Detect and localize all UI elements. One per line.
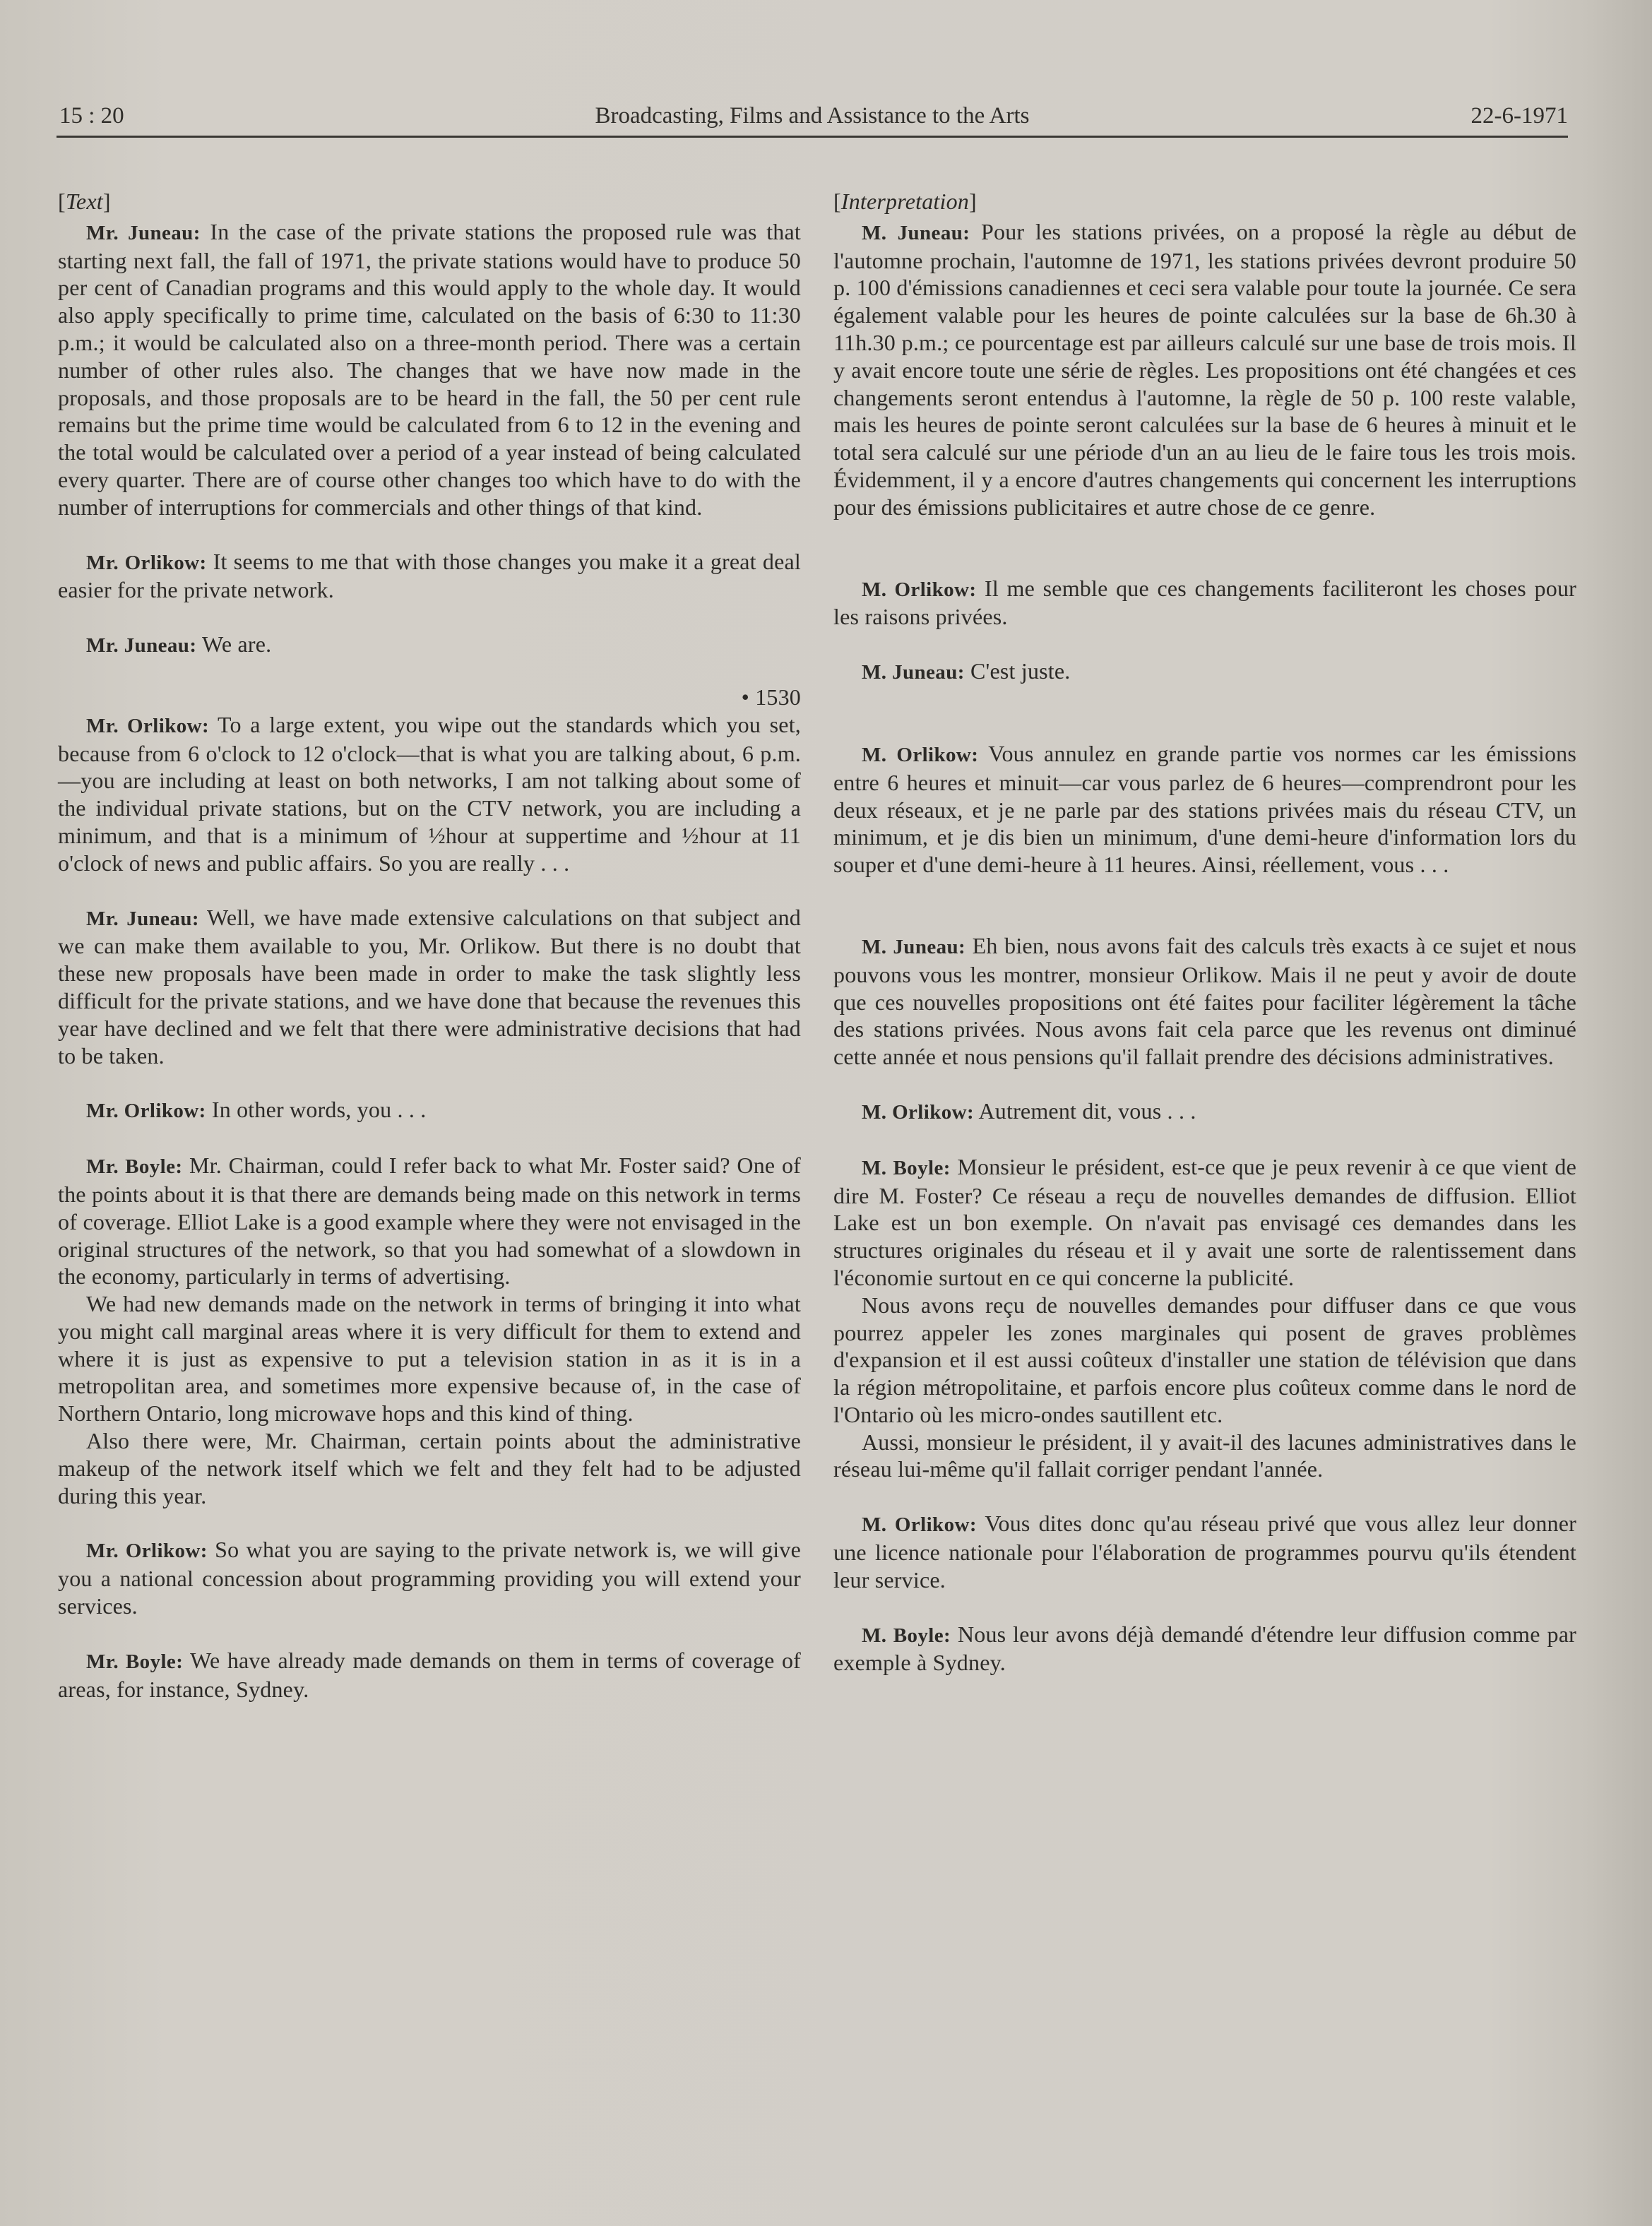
speaker: Mr. Juneau:: [86, 907, 199, 930]
speaker: Mr. Juneau:: [86, 634, 197, 657]
speaker: Mr. Orlikow:: [86, 1540, 208, 1563]
paragraph: We had new demands made on the network in terms of bringing it into what you might call marginal areas where it is very difficult for them to extend and where it is just as expensive to put a television station in as it is in a metropolitan area, and sometimes more expensive because of, in the case of Northern Ontario, long microwave hops and this kind of thing.: [58, 1291, 801, 1427]
paragraph: [58, 548, 801, 605]
english-column: [58, 188, 801, 1703]
speech: Nous leur avons déjà demandé d'étendre leur diffusion comme par exemple à Sydney.: [833, 1621, 1576, 1676]
speech: C'est juste.: [964, 658, 1071, 684]
speech: Vous dites donc qu'au réseau privé que vous allez leur donner une licence nationale pour l'élaboration de programmes pourvu qu'ils étendent leur service.: [833, 1511, 1576, 1593]
paragraph: Aussi, monsieur le président, il y avait-il des lacunes administratives dans le réseau lui-même qu'il fallait corriger pendant l'année.: [833, 1429, 1576, 1482]
speaker: Mr. Boyle:: [86, 1155, 183, 1179]
section-tag-label: Interpretation: [840, 189, 970, 214]
page-header: [57, 100, 1568, 134]
paragraph: [833, 1510, 1576, 1593]
speaker: Mr. Boyle:: [86, 1650, 184, 1673]
speech: Vous annulez en grande partie vos normes car les émissions entre 6 heures et minuit—car vous parlez de 6 heures—comprendront pour les deux réseaux, et je ne parle par des stations privées mais du réseau CTV, un minimum, et je dis bien un minimum, d'une demi-heure d'information lors du souper et d'une demi-heure à 11 heures. Ainsi, réellement, vous . . .: [833, 740, 1576, 878]
speaker: M. Orlikow:: [862, 743, 979, 766]
speaker: M. Juneau:: [862, 935, 966, 958]
header-rule: [57, 136, 1568, 138]
speaker: M. Juneau:: [862, 221, 970, 244]
paragraph: [58, 1647, 801, 1703]
paragraph: [833, 932, 1576, 1071]
section-tag: [Text]: [58, 189, 111, 214]
speech: We are.: [196, 631, 272, 657]
paragraph: [58, 1536, 801, 1619]
time-marker: • 1530: [741, 684, 801, 710]
paragraph: [58, 218, 801, 521]
paragraph: [58, 1096, 801, 1125]
speech: Mr. Chairman, could I refer back to what Mr. Foster said? One of the points about it is that there are demands being made on this network in terms of coverage. Elliot Lake is a good example where they were not envisaged in the original structures of the network, so that you had somewhat of a slowdown in the economy, particularly in terms of advertising.: [58, 1153, 801, 1290]
speech: We have already made demands on them in terms of coverage of areas, for instance, Sydney.: [58, 1647, 802, 1702]
french-column: [833, 188, 1576, 1677]
paragraph: [833, 740, 1576, 879]
speech: It seems to me that with those changes you make it a great deal easier for the private network.: [58, 548, 801, 603]
speech: In the case of the private stations the proposed rule was that starting next fall, the fall of 1971, the private stations would have to produce 50 per cent of Canadian programs and this would apply to the whole day. It would also apply specifically to prime time, calculated on the basis of 6:30 to 11:30 p.m.; it would be calculated also on a three-month period. There was a certain number of other rules also. The changes that we have now made in the proposals, and those proposals are to be heard in the fall, the 50 per cent rule remains but the prime time would be calculated from 6 to 12 in the evening and the total would be calculated over a period of a year instead of being calculated every quarter. There are of course other changes too which have to do with the number of interruptions for commercials and other things of that kind.: [58, 218, 801, 520]
section-tag-label: Text: [65, 189, 103, 214]
paragraph: [833, 218, 1576, 521]
speaker: Mr. Orlikow:: [86, 714, 210, 737]
speech: Monsieur le président, est-ce que je peux revenir à ce que vient de dire M. Foster? Ce réseau a reçu de nouvelles demandes de diffusion. Elliot Lake est un bon exemple. On n'avait pas envisagé ces demandes dans les structures originales du réseau et il y avait une sorte de ralentissement dans l'économie surtout en ce qui concerne la publicité.: [833, 1153, 1576, 1290]
speaker: M. Boyle:: [862, 1156, 951, 1179]
speaker: Mr. Juneau:: [86, 221, 201, 244]
speech: Il me semble que ces changements faciliteront les choses pour les raisons privées.: [833, 575, 1576, 630]
speech: So what you are saying to the private network is, we will give you a national concession about programming providing you will extend your services.: [58, 1537, 801, 1619]
sitting-date: 22-6-1971: [1470, 103, 1568, 129]
paragraph: [58, 631, 801, 660]
paragraph: Also there were, Mr. Chairman, certain points about the administrative makeup of the network itself which we felt and they felt had to be adjusted during this year.: [58, 1428, 801, 1508]
paragraph: [833, 657, 1576, 686]
section-tag: [Interpretation]: [833, 189, 977, 214]
speaker: M. Orlikow:: [862, 578, 977, 601]
paragraph: [833, 1097, 1576, 1126]
speaker: M. Orlikow:: [862, 1513, 977, 1537]
running-title: Broadcasting, Films and Assistance to the Arts: [595, 103, 1030, 129]
speaker: M. Boyle:: [862, 1624, 951, 1647]
speech: In other words, you . . .: [206, 1097, 427, 1123]
paragraph: [833, 1621, 1576, 1677]
speech: Autrement dit, vous . . .: [974, 1097, 1196, 1124]
speech: Eh bien, nous avons fait des calculs très exacts à ce sujet et nous pouvons vous les montrer, monsieur Orlikow. Mais il ne peut y avoir de doute que ces nouvelles propositions ont été faites pour faciliter légèrement la tâche des stations privées. Nous avons fait cela parce que les revenus ont diminué cette année et nous pensions qu'il fallait prendre des décisions administratives.: [833, 932, 1576, 1070]
paragraph: [833, 575, 1576, 631]
speech: Well, we have made extensive calculations on that subject and we can make them available to you, Mr. Orlikow. But there is no doubt that these new proposals have been made in order to make the task slightly less difficult for the private stations, and we have done that because the revenues this year have declined and we felt that there were administrative decisions that had to be taken.: [58, 904, 801, 1069]
paragraph: [58, 1152, 801, 1290]
speaker: M. Orlikow:: [862, 1100, 975, 1124]
paragraph: Nous avons reçu de nouvelles demandes pour diffuser dans ce que vous pourrez appeler les zones marginales qui posent de graves problèmes d'expansion et il est aussi coûteux d'installer une station de télévision que dans la région métropolitaine, et parfois encore plus coûteux comme dans le nord de l'Ontario où les micro-ondes sautillent etc.: [833, 1292, 1576, 1427]
page-number: 15 : 20: [59, 103, 124, 129]
speaker: Mr. Orlikow:: [86, 551, 207, 574]
paragraph: [58, 711, 801, 877]
paragraph: [58, 904, 801, 1070]
speech: To a large extent, you wipe out the standards which you set, because from 6 o'clock to 12 o'clock—that is what you are talking about, 6 p.m.—you are including at least on both networks, I am not talking about some of the individual private stations, but on the CTV network, you are including a minimum, and that is a minimum of ½hour at suppertime and ½hour at 11 o'clock of news and public affairs. So you are really . . .: [58, 711, 801, 876]
speaker: M. Juneau:: [862, 661, 965, 684]
speaker: Mr. Orlikow:: [86, 1100, 206, 1123]
speech: Pour les stations privées, on a proposé la règle au début de l'automne prochain, l'automne de 1971, les stations privées devront produire 50 p. 100 d'émissions canadiennes et ceci sera valable pour toute la journée. Ce sera également valable pour les heures de pointe calculées sur la base de 6h.30 à 11h.30 p.m.; ce pourcentage est par ailleurs calculé sur une base de trois mois. Il y avait encore toute une série de règles. Les propositions ont été changées et ces changements seront entendus à l'automne, la règle de 50 p. 100 reste valable, mais les heures de pointe seront calculées sur la base de 6 heures à minuit et le total sera calculé sur une période d'un an au lieu de le faire tous les trois mois. Évidemment, il y a encore d'autres changements qui concernent les interruptions pour des émissions publicitaires et autre chose de ce genre.: [833, 218, 1577, 520]
paragraph: [833, 1153, 1576, 1292]
